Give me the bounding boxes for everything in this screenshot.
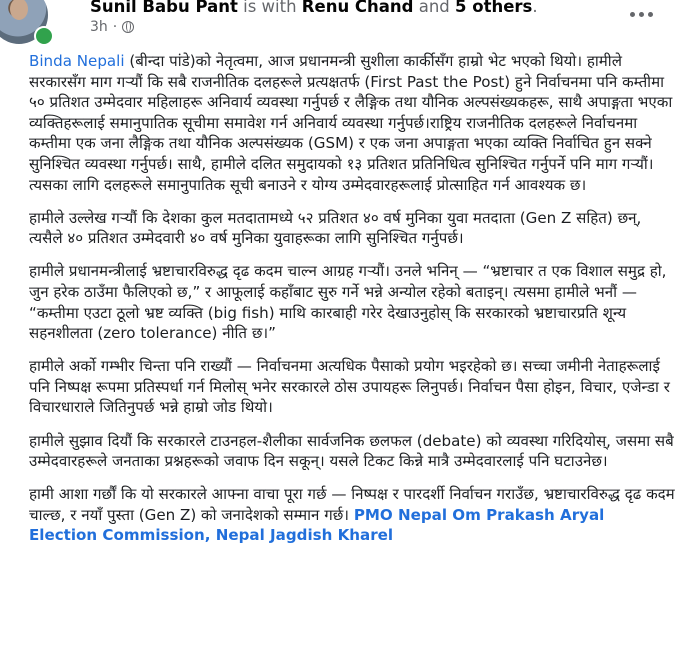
author-line <box>90 0 538 16</box>
timestamp[interactable]: 3h <box>90 19 108 35</box>
avatar-face <box>10 0 28 20</box>
post-paragraph-5: हामीले सुझाव दियौं कि सरकारले टाउनहल-शैलीका सार्वजनिक छलफल (debate) को व्यवस्था गरिदियोस्, जसमा सबै उम्मेदवारहरूले जनताका प्रश्नहरूको जवाफ दिन सकून्। यसले टिकट किन्ने मात्रै उम्मेदवारलाई पनि घटाउनेछ। <box>29 431 674 471</box>
period: . <box>532 0 538 16</box>
more-options-icon <box>648 12 653 17</box>
post-paragraph-4: हामीले अर्को गम्भीर चिन्ता पनि राख्यौं — निर्वाचनमा अत्यधिक पैसाको प्रयोग भइरहेको छ। सच्चा जमीनी नेताहरूलाई पनि निष्पक्ष रूपमा प्रतिस्पर्धा गर्न मिलोस् भनेर सरकारले ठोस उपायहरू लिनुपर्छ। निर्वाचन पैसा होइन, विचार, एजेन्डा र विचारधाराले जितिनुपर्छ भन्ने हाम्रो जोड थियो। <box>29 357 670 417</box>
post-paragraph-2: हामीले उल्लेख गर्‍यौं कि देशका कुल मतदातामध्ये ५२ प्रतिशत ४० वर्ष मुनिका युवा मतदाता (Gen Z सहित) छन्, त्यसैले ४० प्रतिशत उम्मेदवारी ४० वर्ष मुनिका युवाहरूका लागि सुनिश्चित गर्नुपर्छ। <box>29 208 642 248</box>
post-paragraph-3: हामीले प्रधानमन्त्रीलाई भ्रष्टाचारविरुद्ध दृढ कदम चाल्न आग्रह गर्‍यौं। उनले भनिन् — “भ्रष्टाचार त एक विशाल समुद्र हो, जुन हरेक ठाउँमा फैलिएको छ,” र आफूलाई कहाँबाट सुरु गर्ने भन्ने अन्योल रहेको बताइन्। त्यसमा हामीले भनौं — “कम्तीमा एउटा ठूलो भ्रष्ट व्यक्ति (big fish) माथि कारबाही गरेर देखाउनुहोस् कि सरकारको भ्रष्टाचारप्रति शून्य सहनशीलता (zero tolerance) नीति छ।” <box>29 262 667 343</box>
more-options-icon <box>630 12 635 17</box>
paragraph-text: हामी आशा गर्छौं कि यो सरकारले आफ्ना वाचा पूरा गर्छ — निष्पक्ष र पारदर्शी निर्वाचन गराउँछ, भ्रष्टाचारविरुद्ध दृढ कदम चाल्छ, र नयाँ पुस्ता (Gen Z) को जनादेशको सम्मान गर्छ। <box>29 485 675 524</box>
globe-icon[interactable] <box>122 21 134 33</box>
others-link[interactable]: 5 others <box>455 0 533 16</box>
post-body <box>29 51 675 558</box>
post-meta <box>90 19 134 35</box>
online-status-badge <box>34 26 54 46</box>
post-paragraph-6 <box>29 484 675 546</box>
more-options-icon <box>639 12 644 17</box>
with-text: is with <box>237 0 302 16</box>
post-header <box>0 0 681 52</box>
more-options-button[interactable] <box>626 4 656 24</box>
meta-separator: · <box>112 19 118 35</box>
mention-link[interactable]: Binda Nepali <box>29 52 125 70</box>
tag-links[interactable]: PMO Nepal Om Prakash Aryal Election Commission, Nepal Jagdish Kharel <box>29 505 605 545</box>
paragraph-text: (बीन्दा पांडे)को नेतृत्वमा, आज प्रधानमन्त्री सुशीला कार्कीसँग हाम्रो भेट भएको थियो। हामीले सरकारसँग माग गर्‍यौं कि सबै राजनीतिक दलहरूले प्रत्यक्षतर्फ (First Past the Post) हुने निर्वाचनमा पनि कम्तीमा ५० प्रतिशत उम्मेदवार महिलाहरू अनिवार्य व्यवस्था गर्नुपर्छ र लैङ्गिक तथा यौनिक अल्पसंख्यकहरू, साथै अपाङ्गता भएका व्यक्तिहरूलाई समानुपातिक सूचीमा समावेश गर्न अनिवार्य व्यवस्था गर्नुपर्छ।राष्ट्रिय राजनीतिक दलहरूले निर्वाचनमा कम्तीमा एक जना लैङ्गिक तथा यौनिक अल्पसंख्यक (GSM) र एक जना अपाङ्गता भएका व्यक्ति निर्वाचित हुन सक्ने सुनिश्चित व्यवस्था गर्नुपर्छ। साथै, हामीले दलित समुदायको १३ प्रतिशत प्रतिनिधित्व सुनिश्चित गर्नुपर्ने पनि माग गर्‍यौं। त्यसका लागि दलहरूले समानुपातिक सूची बनाउने र योग्य उम्मेदवारहरूलाई प्रोत्साहित गर्न आवश्यक छ। <box>29 52 673 194</box>
post-paragraph-1 <box>29 51 675 195</box>
author-name[interactable]: Sunil Babu Pant <box>90 0 238 16</box>
tagged-person[interactable]: Renu Chand <box>301 0 414 16</box>
and-text: and <box>413 0 456 16</box>
